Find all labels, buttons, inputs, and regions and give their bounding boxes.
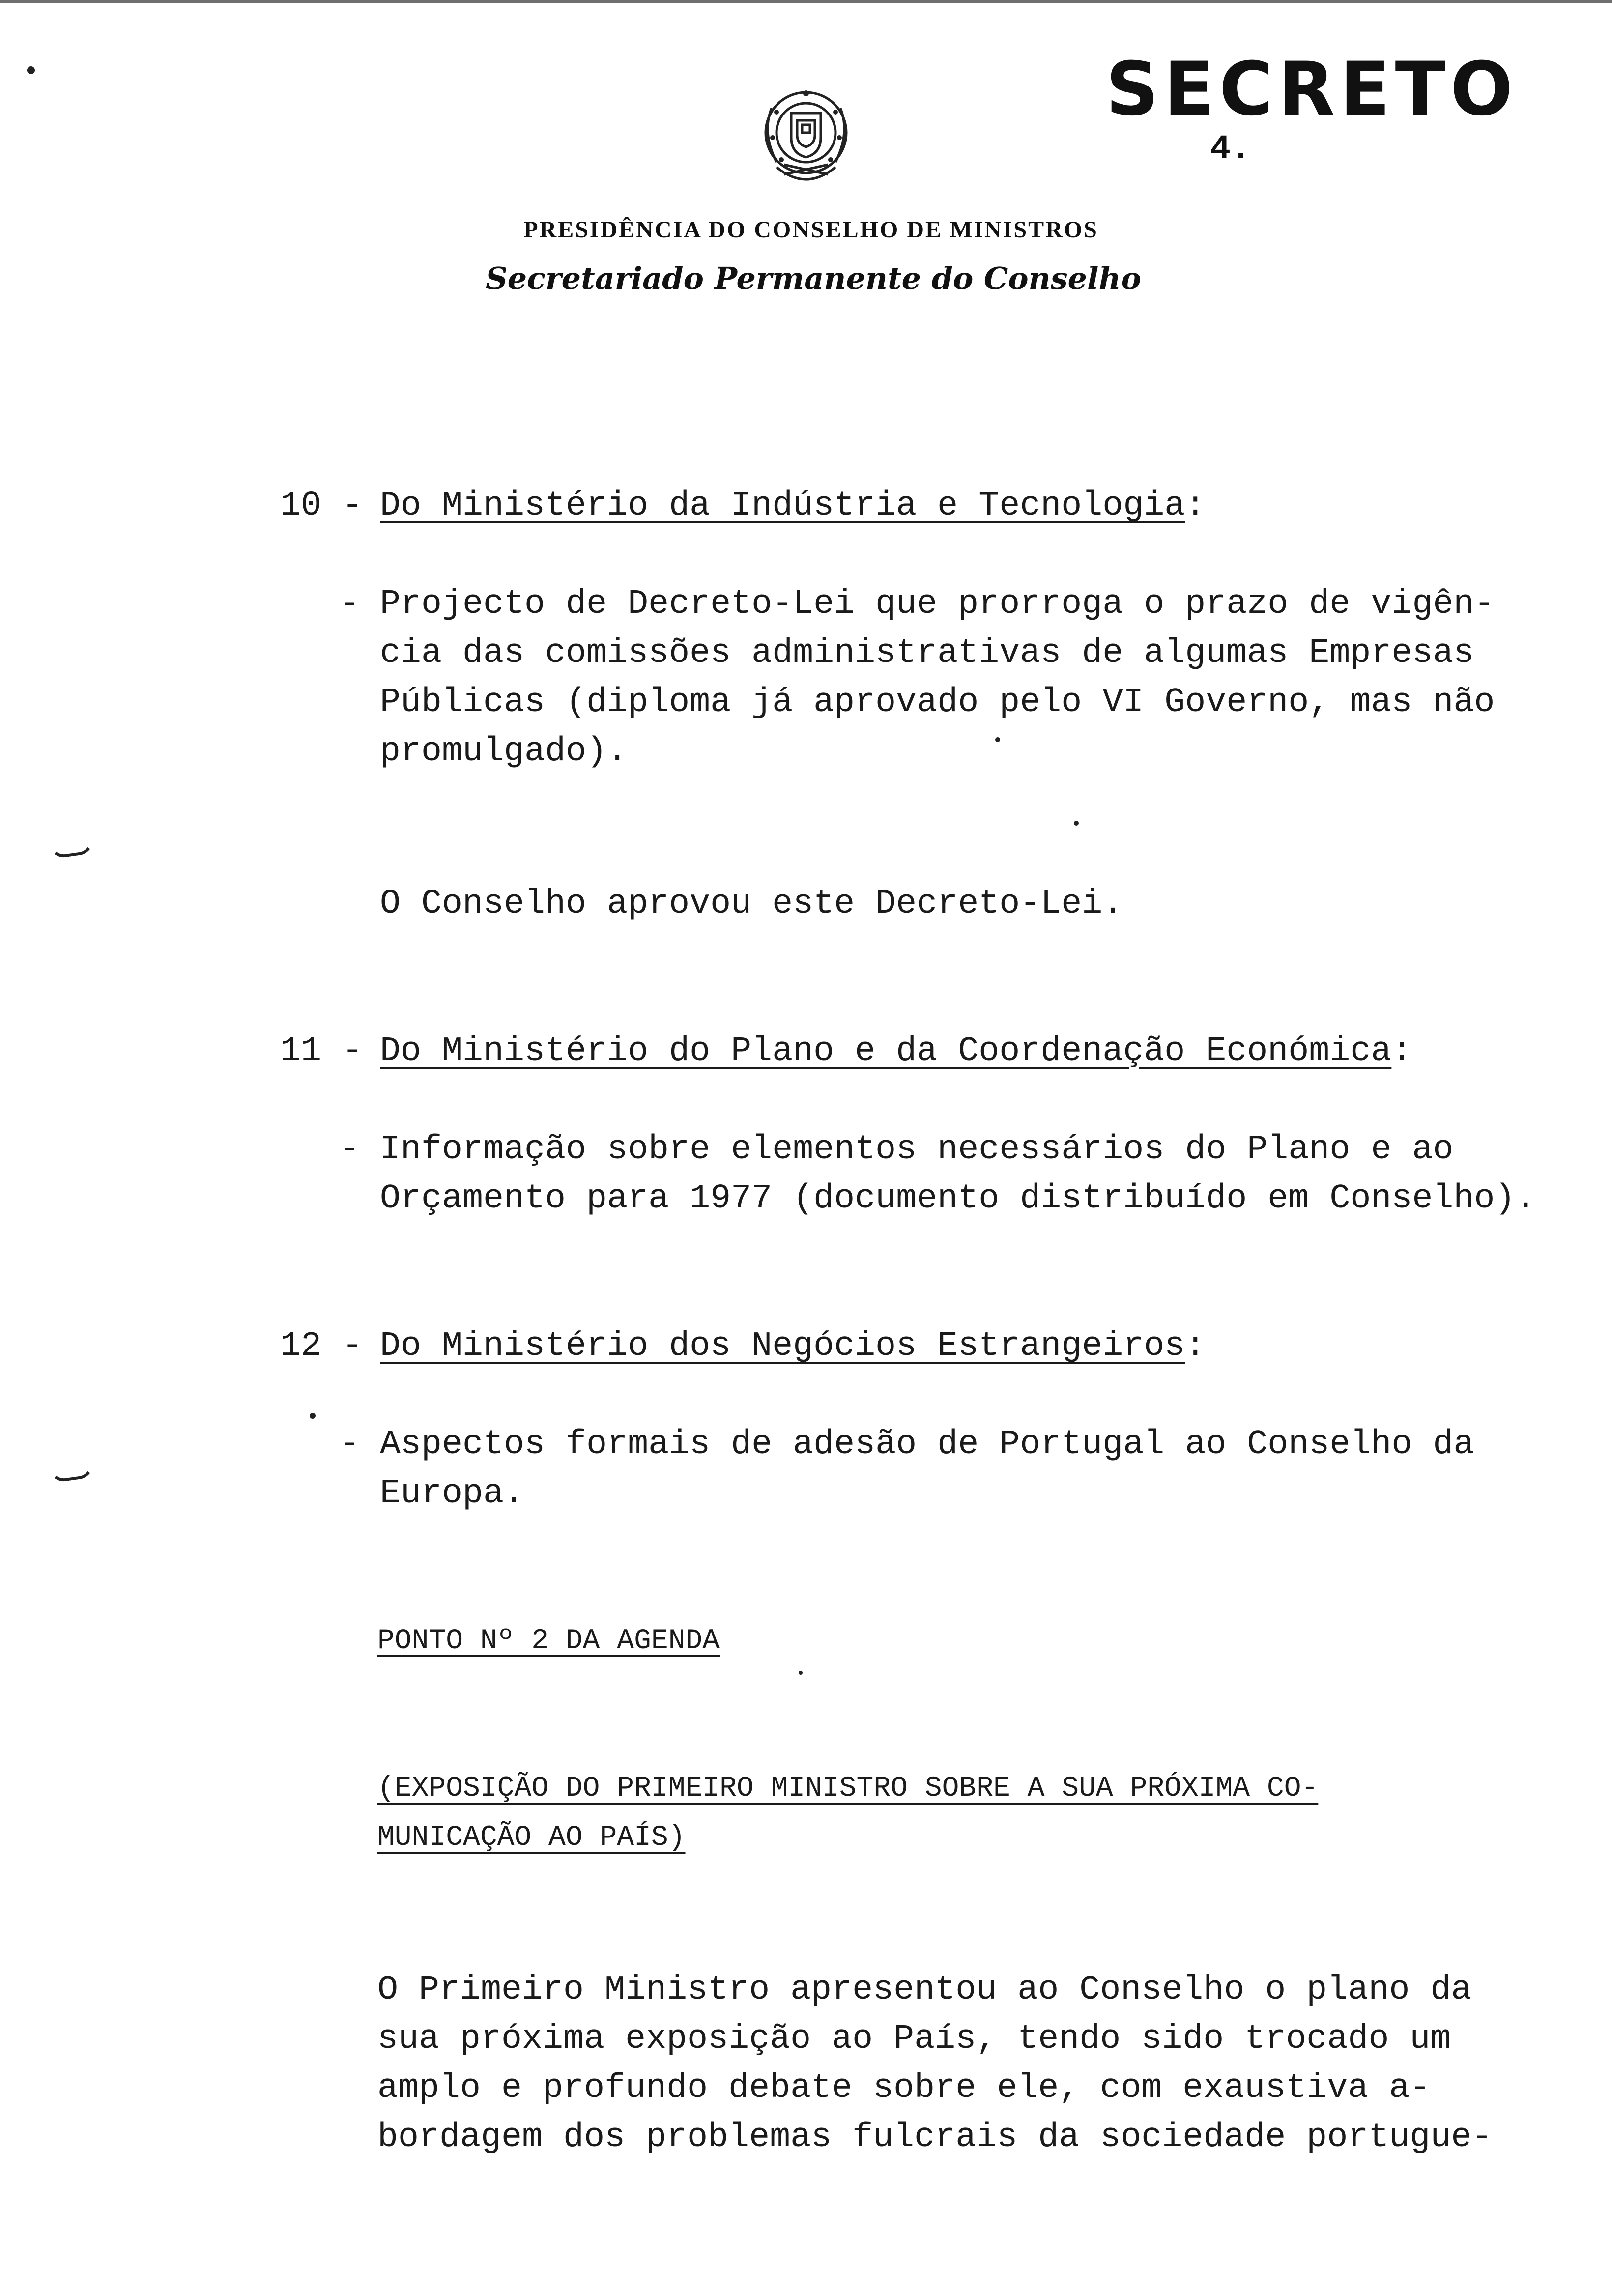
heading-colon: :	[1185, 1327, 1206, 1366]
bullet-dash: -	[339, 585, 360, 624]
coat-of-arms-icon	[742, 74, 870, 201]
agenda-title: PONTO Nº 2 DA AGENDA	[377, 1625, 720, 1657]
item-text-line: cia das comissões administrativas de algumas Empresas	[380, 634, 1474, 673]
scan-speck	[1074, 821, 1079, 826]
scan-speck	[799, 1671, 803, 1675]
item-text-line: Aspectos formais de adesão de Portugal ao Conselho da	[380, 1425, 1474, 1464]
item-heading-text: Do Ministério dos Negócios Estrangeiros	[380, 1327, 1185, 1366]
classification-stamp: SECRETO	[1106, 47, 1518, 132]
scan-speck	[310, 1413, 316, 1419]
bullet-dash: -	[339, 1425, 360, 1464]
item-text-line: Públicas (diploma já aprovado pelo VI Governo, mas não	[380, 683, 1495, 722]
item-text-line: Europa.	[380, 1474, 525, 1513]
item-text-line: Informação sobre elementos necessários do Plano e ao	[380, 1130, 1454, 1169]
body-text-line: amplo e profundo debate sobre ele, com exaustiva a-	[377, 2069, 1431, 2108]
heading-colon: :	[1391, 1032, 1412, 1071]
scan-speck	[995, 737, 1000, 742]
item-heading-text: Do Ministério do Plano e da Coordenação Económica	[380, 1032, 1392, 1071]
item-heading	[380, 1322, 1206, 1371]
department-name: Secretariado Permanente do Conselho	[485, 260, 1142, 296]
punch-hole-mark	[48, 1462, 95, 1483]
item-text-line: Orçamento para 1977 (documento distribuído em Conselho).	[380, 1179, 1536, 1218]
decision-text: O Conselho aprovou este Decreto-Lei.	[380, 885, 1123, 923]
item-number: 11 -	[280, 1032, 363, 1071]
scan-speck	[27, 66, 35, 74]
heading-colon: :	[1185, 487, 1206, 525]
item-text-line: promulgado).	[380, 732, 628, 771]
agenda-subtitle-line: (EXPOSIÇÃO DO PRIMEIRO MINISTRO SOBRE A SUA PRÓXIMA CO-	[377, 1773, 1319, 1805]
item-heading-text: Do Ministério da Indústria e Tecnologia	[380, 487, 1185, 525]
page-number: 4.	[1210, 130, 1252, 169]
body-text-line: sua próxima exposição ao País, tendo sido trocado um	[377, 2020, 1451, 2059]
item-number: 10 -	[280, 487, 363, 525]
item-heading	[380, 1027, 1412, 1076]
item-number: 12 -	[280, 1327, 363, 1366]
body-text-line: O Primeiro Ministro apresentou ao Conselho o plano da	[377, 1971, 1472, 2009]
agenda-subtitle-line: MUNICAÇÃO AO PAÍS)	[377, 1822, 686, 1854]
item-text-line: Projecto de Decreto-Lei que prorroga o prazo de vigên-	[380, 585, 1495, 624]
bullet-dash: -	[339, 1130, 360, 1169]
top-border-line	[0, 0, 1612, 3]
item-heading	[380, 482, 1206, 531]
institution-name: PRESIDÊNCIA DO CONSELHO DE MINISTROS	[523, 217, 1098, 243]
punch-hole-mark	[48, 837, 95, 859]
body-text-line: bordagem dos problemas fulcrais da sociedade portugue-	[377, 2118, 1493, 2157]
